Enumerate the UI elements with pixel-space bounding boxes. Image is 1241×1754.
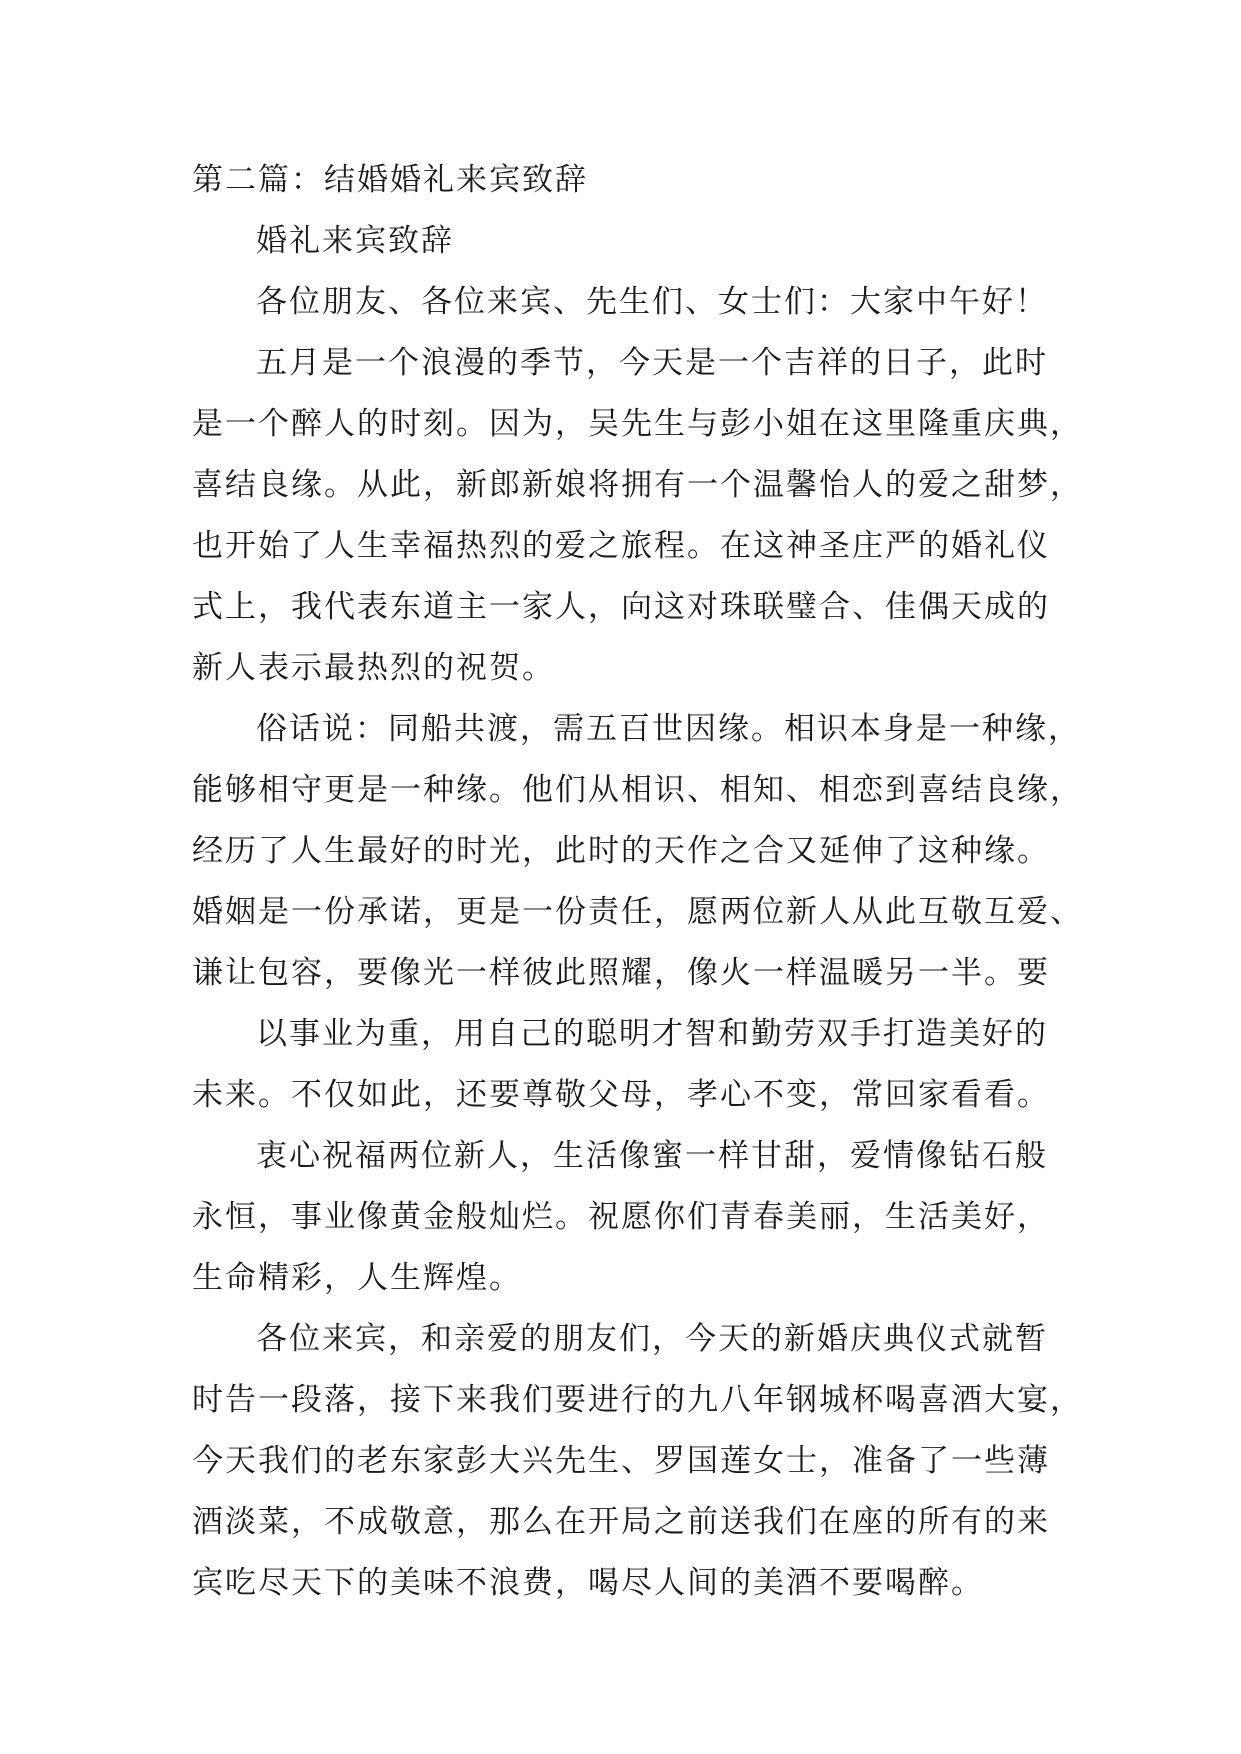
text-line: 喜结良缘。从此，新郎新娘将拥有一个温馨怡人的爱之甜梦， (192, 467, 1083, 503)
text-line: 衷心祝福两位新人，生活像蜜一样甘甜，爱情像钻石般 (256, 1138, 1048, 1174)
text-line: 未来。不仅如此，还要尊敬父母，孝心不变，常回家看看。 (192, 1077, 1050, 1113)
text-line: 时告一段落，接下来我们要进行的九八年钢城杯喝喜酒大宴， (192, 1382, 1083, 1418)
text-line: 式上，我代表东道主一家人，向这对珠联璧合、佳偶天成的 (192, 589, 1050, 625)
text-line: 以事业为重，用自己的聪明才智和勤劳双手打造美好的 (256, 1016, 1048, 1052)
text-line: 宾吃尽天下的美味不浪费，喝尽人间的美酒不要喝醉。 (192, 1565, 984, 1601)
text-line: 各位来宾，和亲爱的朋友们，今天的新婚庆典仪式就暂 (256, 1321, 1048, 1357)
text-line: 谦让包容，要像光一样彼此照耀，像火一样温暖另一半。要 (192, 955, 1050, 991)
text-line: 是一个醉人的时刻。因为，吴先生与彭小姐在这里隆重庆典， (192, 406, 1083, 442)
text-line: 五月是一个浪漫的季节，今天是一个吉祥的日子，此时 (256, 345, 1048, 381)
text-line: 各位朋友、各位来宾、先生们、女士们：大家中午好！ (256, 284, 1048, 320)
document-page (192, 150, 1083, 1614)
text-line: 能够相守更是一种缘。他们从相识、相知、相恋到喜结良缘， (192, 772, 1083, 808)
text-line: 酒淡菜，不成敬意，那么在开局之前送我们在座的所有的来 (192, 1504, 1050, 1540)
text-line: 俗话说：同船共渡，需五百世因缘。相识本身是一种缘， (256, 711, 1081, 747)
text-line: 永恒，事业像黄金般灿烂。祝愿你们青春美丽，生活美好， (192, 1199, 1050, 1235)
text-line: 生命精彩，人生辉煌。 (192, 1260, 522, 1296)
text-line: 经历了人生最好的时光，此时的天作之合又延伸了这种缘。 (192, 833, 1050, 869)
document-subtitle: 婚礼来宾致辞 (256, 223, 454, 259)
document-title: 第二篇：结婚婚礼来宾致辞 (192, 162, 588, 198)
text-line: 新人表示最热烈的祝贺。 (192, 650, 555, 686)
text-line: 婚姻是一份承诺，更是一份责任，愿两位新人从此互敬互爱、 (192, 894, 1083, 930)
text-line: 也开始了人生幸福热烈的爱之旅程。在这神圣庄严的婚礼仪 (192, 528, 1050, 564)
text-line: 今天我们的老东家彭大兴先生、罗国莲女士，准备了一些薄 (192, 1443, 1050, 1479)
